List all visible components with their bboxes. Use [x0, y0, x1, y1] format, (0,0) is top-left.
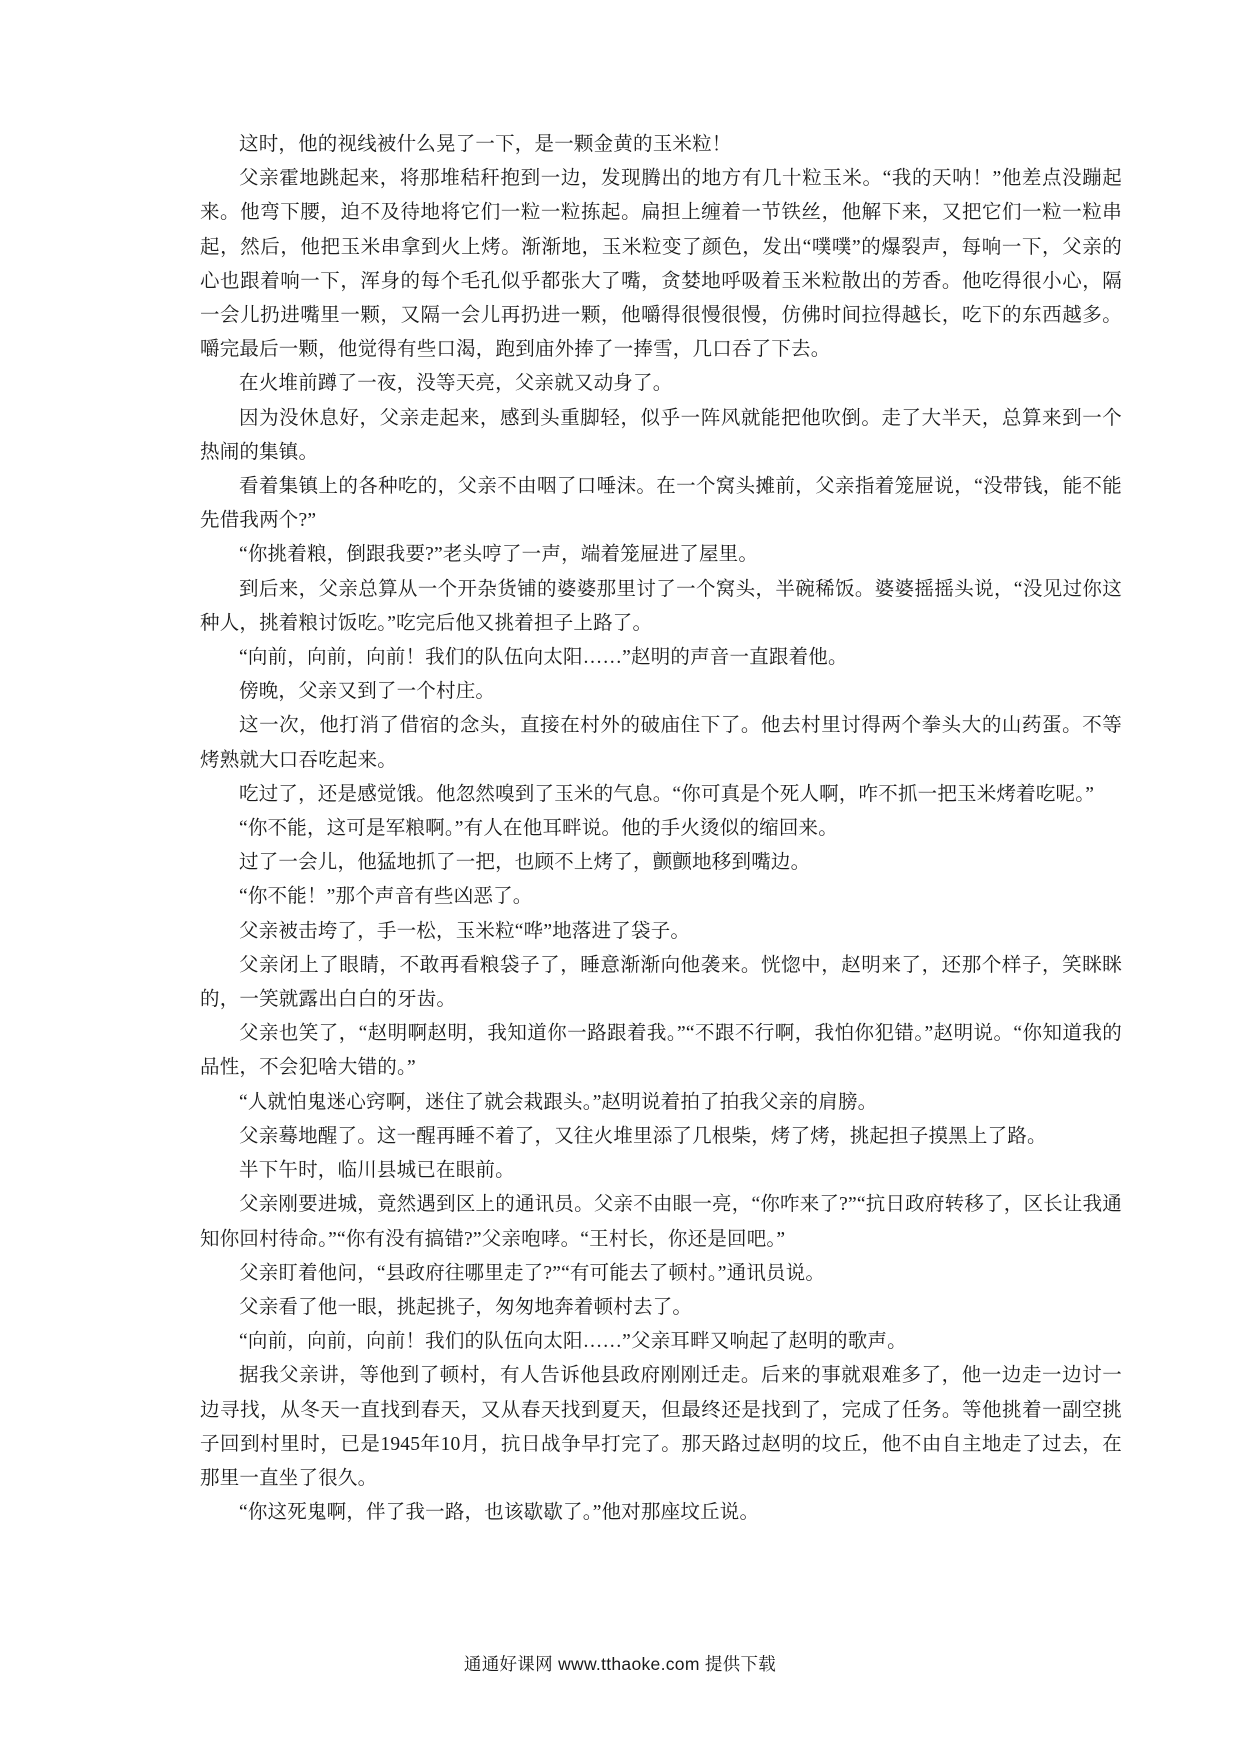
paragraph: 父亲闭上了眼睛，不敢再看粮袋子了，睡意渐渐向他袭来。恍惚中，赵明来了，还那个样子，笑眯眯的，一笑就露出白白的牙齿。 — [200, 954, 1122, 1011]
paragraph: 在火堆前蹲了一夜，没等天亮，父亲就又动身了。 — [239, 373, 673, 395]
paragraph: 吃过了，还是感觉饿。他忽然嗅到了玉米的气息。“你可真是个死人啊，咋不抓一把玉米烤着吃呢。” — [239, 783, 1095, 805]
paragraph: 傍晚，父亲又到了一个村庄。 — [239, 681, 496, 703]
paragraph: 据我父亲讲，等他到了顿村，有人告诉他县政府刚刚迁走。后来的事就艰难多了，他一边走一边讨一边寻找，从冬天一直找到春天，又从春天找到夏天，但最终还是找到了，完成了任务。等他挑着一副空挑子回到村里时，已是1945年10月，抗日战争早打完了。那天路过赵明的坟丘，他不由自主地走了过去，在那里一直坐了很久。 — [200, 1365, 1122, 1489]
paragraph: “向前，向前，向前！我们的队伍向太阳……”父亲耳畔又响起了赵明的歌声。 — [239, 1331, 907, 1353]
document-body — [200, 128, 1122, 1530]
paragraph: 父亲也笑了，“赵明啊赵明，我知道你一路跟着我。”“不跟不行啊，我怕你犯错。”赵明说。“你知道我的品性，不会犯啥大错的。” — [200, 1023, 1122, 1079]
paragraph: “人就怕鬼迷心窍啊，迷住了就会栽跟头。”赵明说着拍了拍我父亲的肩膀。 — [239, 1091, 878, 1113]
paragraph: 到后来，父亲总算从一个开杂货铺的婆婆那里讨了一个窝头，半碗稀饭。婆婆摇摇头说，“没见过你这种人，挑着粮讨饭吃。”吃完后他又挑着担子上路了。 — [200, 578, 1122, 634]
paragraph: “你不能，这可是军粮啊。”有人在他耳畔说。他的手火烫似的缩回来。 — [239, 818, 838, 840]
paragraph: 父亲盯着他问，“县政府往哪里走了?”“有可能去了顿村。”通讯员说。 — [239, 1262, 826, 1284]
paragraph: 这时，他的视线被什么晃了一下，是一颗金黄的玉米粒！ — [239, 134, 732, 155]
paragraph: 父亲看了他一眼，挑起挑子，匆匆地奔着顿村去了。 — [239, 1296, 693, 1318]
paragraph: 父亲蓦地醒了。这一醒再睡不着了，又往火堆里添了几根柴，烤了烤，挑起担子摸黑上了路。 — [239, 1125, 1047, 1147]
paragraph: 这一次，他打消了借宿的念头，直接在村外的破庙住下了。他去村里讨得两个拳头大的山药蛋。不等烤熟就大口吞吃起来。 — [200, 715, 1122, 771]
paragraph: 因为没休息好，父亲走起来，感到头重脚轻，似乎一阵风就能把他吹倒。走了大半天，总算来到一个热闹的集镇。 — [200, 407, 1122, 463]
paragraph: “向前，向前，向前！我们的队伍向太阳……”赵明的声音一直跟着他。 — [239, 647, 848, 669]
paragraph: 过了一会儿，他猛地抓了一把，也顾不上烤了，颤颤地移到嘴边。 — [239, 852, 811, 874]
paragraph: 看着集镇上的各种吃的，父亲不由咽了口唾沫。在一个窝头摊前，父亲指着笼屉说，“没带钱，能不能先借我两个?” — [200, 476, 1122, 532]
paragraph: 半下午时，临川县城已在眼前。 — [239, 1160, 515, 1182]
paragraph: “你这死鬼啊，伴了我一路，也该歇歇了。”他对那座坟丘说。 — [239, 1502, 760, 1524]
paragraph: “你不能！”那个声音有些凶恶了。 — [239, 886, 533, 908]
paragraph: 父亲刚要进城，竟然遇到区上的通讯员。父亲不由眼一亮，“你咋来了?”“抗日政府转移了，区长让我通知你回村待命。”“你有没有搞错?”父亲咆哮。“王村长，你还是回吧。” — [200, 1194, 1122, 1250]
page-footer: 通通好课网 www.tthaoke.com 提供下载 — [463, 1654, 777, 1674]
paragraph: “你挑着粮，倒跟我要?”老头哼了一声，端着笼屉进了屋里。 — [239, 544, 759, 566]
paragraph: 父亲被击垮了，手一松，玉米粒“哗”地落进了袋子。 — [239, 920, 691, 942]
paragraph: 父亲霍地跳起来，将那堆秸秆抱到一边，发现腾出的地方有几十粒玉米。“我的天呐！”他差点没蹦起来。他弯下腰，迫不及待地将它们一粒一粒拣起。扁担上缠着一节铁丝，他解下来，又把它们一粒一粒串起，然后，他把玉米串拿到火上烤。渐渐地，玉米粒变了颜色，发出“噗噗”的爆裂声，每响一下，父亲的心也跟着响一下，浑身的每个毛孔似乎都张大了嘴，贪婪地呼吸着玉米粒散出的芳香。他吃得很小心，隔一会儿扔进嘴里一颗，又隔一会儿再扔进一颗，他嚼得很慢很慢，仿佛时间拉得越长，吃下的东西越多。嚼完最后一颗，他觉得有些口渴，跑到庙外捧了一捧雪，几口吞了下去。 — [200, 168, 1122, 361]
